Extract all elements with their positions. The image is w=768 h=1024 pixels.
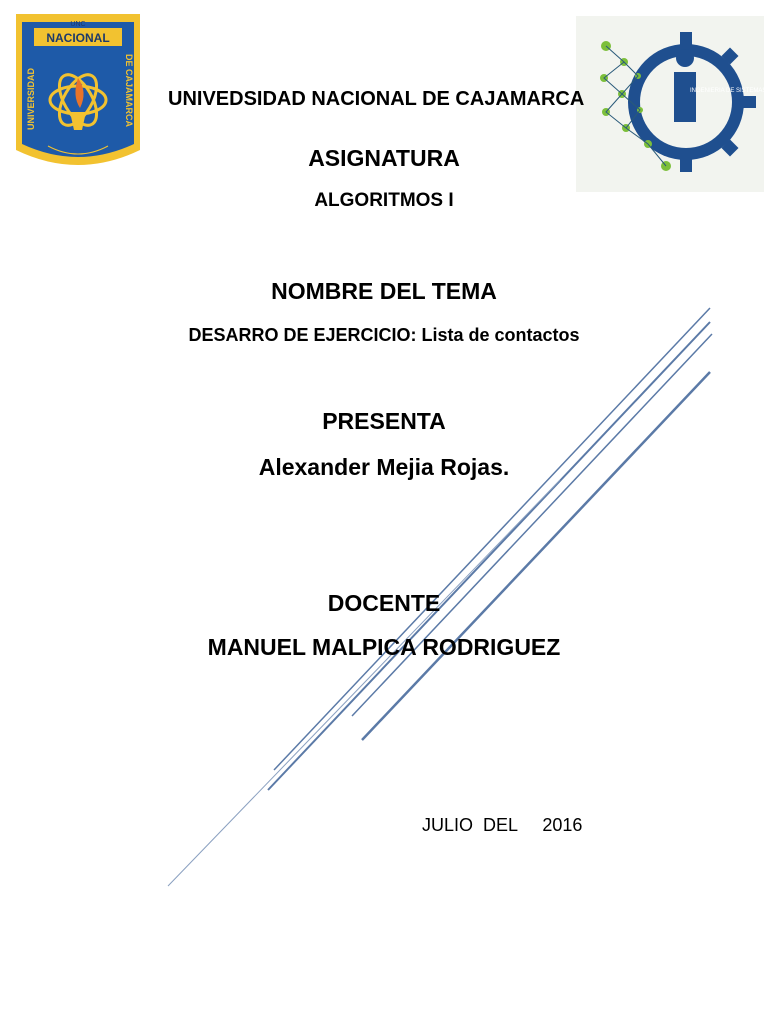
teacher-heading: DOCENTE — [327, 590, 441, 616]
topic-line — [0, 325, 768, 346]
subject-heading: ASIGNATURA — [308, 145, 460, 171]
subject-name: ALGORITMOS I — [314, 190, 454, 211]
seal-top-text: UNC — [70, 21, 86, 28]
presenter-name: Alexander Mejia Rojas. — [258, 454, 510, 480]
teacher-name: MANUEL MALPICA RODRIGUEZ — [207, 634, 561, 660]
university-name: UNIVEDSIDAD NACIONAL DE CAJAMARCA — [168, 88, 585, 110]
document-date: JULIO DEL 2016 — [422, 815, 583, 835]
seal-right-text: DE CAJAMARCA — [124, 54, 134, 128]
seal-banner-text: NACIONAL — [46, 31, 110, 45]
topic-heading: NOMBRE DEL TEMA — [271, 278, 497, 304]
presenter-heading: PRESENTA — [322, 408, 446, 434]
topic-prefix: DESARRO DE EJERCICIO: — [188, 325, 417, 345]
seal-left-text: UNIVERSIDAD — [26, 67, 36, 130]
logo-center-text: INGENIERIA DE SISTEMAS — [690, 88, 764, 94]
topic-title: Lista de contactos — [416, 325, 580, 345]
